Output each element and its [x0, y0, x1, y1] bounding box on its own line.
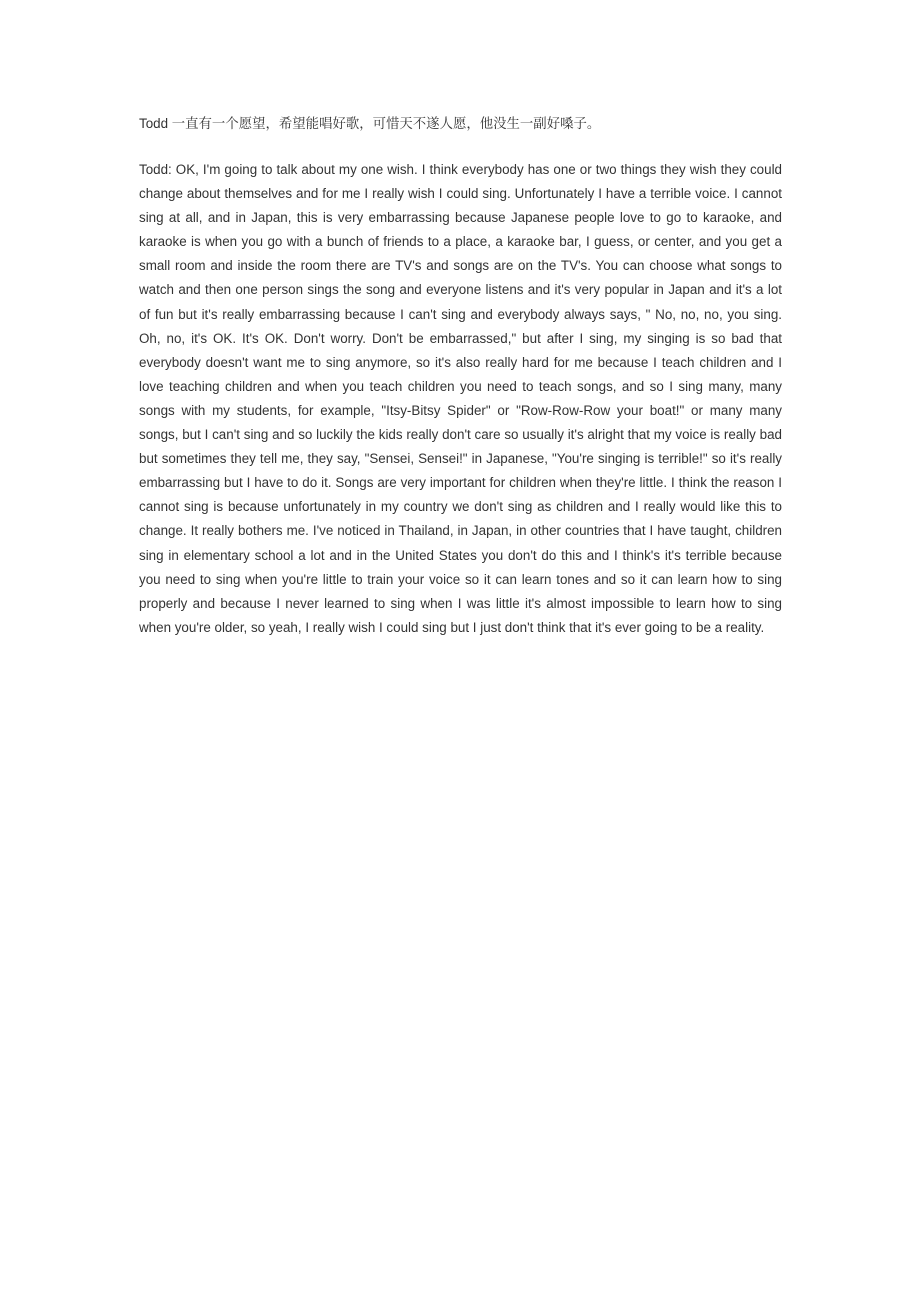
intro-paragraph: Todd 一直有一个愿望，希望能唱好歌，可惜天不遂人愿，他没生一副好嗓子。 — [139, 116, 601, 131]
transcript-paragraph: Todd: OK, I'm going to talk about my one wish. I think everybody has one or two things they wish they could change about themselves and for me I really wish I could sing. Unfortunately I have a terrible voice. I cannot sing at all, and in Japan, this is very embarrassing because Japanese people love to go to karaoke, and karaoke is when you go with a bunch of friends to a place, a karaoke bar, I guess, or center, and you get a small room and inside the room there are TV's and songs are on the TV's. You can choose what songs to watch and then one person sings the song and everyone listens and it's very popular in Japan and it's a lot of fun but it's really embarrassing because I can't sing and everybody always says, " No, no, no, you sing. Oh, no, it's OK. It's OK. Don't worry. Don't be embarrassed," but after I sing, my singing is so bad that everybody doesn't want me to sing anymore, so it's also really hard for me because I teach children and I love teaching children and when you teach children you need to teach songs, and so I sing many, many songs with my students, for example, "Itsy-Bitsy Spider" or "Row-Row-Row your boat!" or many many songs, but I can't sing and so luckily the kids really don't care so usually it's alright that my voice is really bad but sometimes they tell me, they say, "Sensei, Sensei!" in Japanese, "You're singing is terrible!" so it's really embarrassing but I have to do it. Songs are very important for children when they're little. I think the reason I cannot sing is because unfortunately in my country we don't sing as children and I really would like this to change. It really bothers me. I've noticed in Thailand, in Japan, in other countries that I have taught, children sing in elementary school a lot and in the United States you don't do this and I think's it's terrible because you need to sing when you're little to train your voice so it can learn tones and so it can learn how to sing properly and because I never learned to sing when I was little it's almost impossible to learn how to sing when you're older, so yeah, I really wish I could sing but I just don't think that it's ever going to be a reality. — [139, 162, 782, 635]
document-body — [139, 113, 782, 640]
